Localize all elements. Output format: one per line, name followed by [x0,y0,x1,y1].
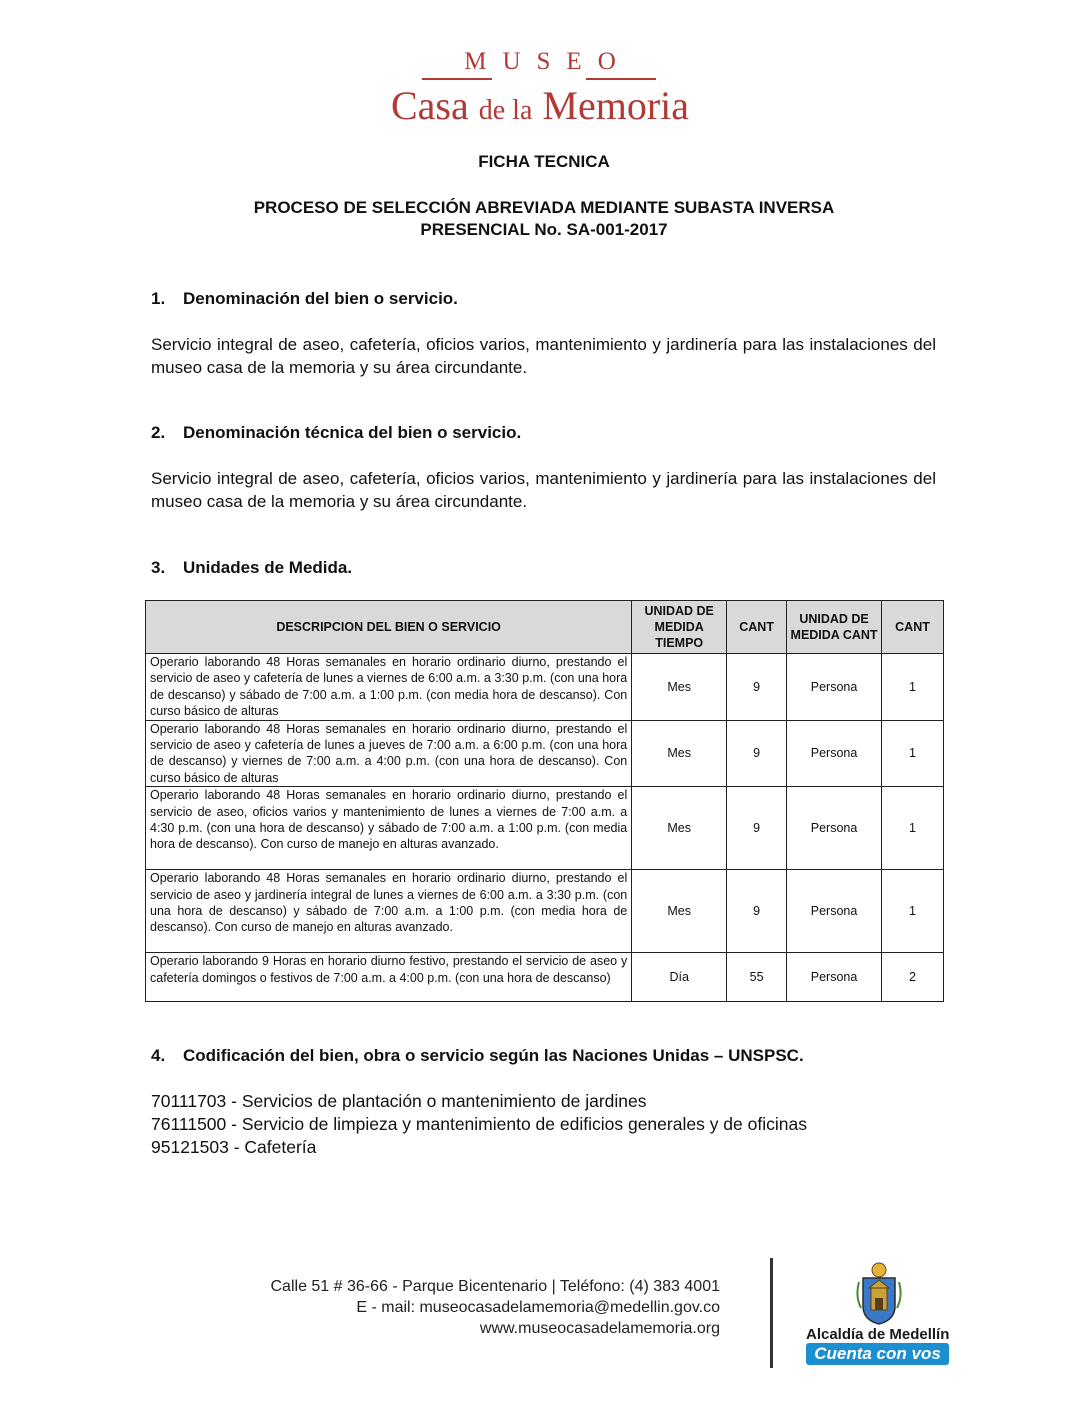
logo-rule-left [422,78,492,80]
cell-qty: 9 [727,787,787,870]
cell-qty: 9 [727,720,787,787]
subtitle-line-1: PROCESO DE SELECCIÓN ABREVIADA MEDIANTE SUBASTA INVERSA [253,198,835,217]
footer-website: www.museocasadelamemoria.org [479,1320,720,1337]
cell-qty: 9 [727,870,787,953]
cell-unit-time: Mes [632,787,727,870]
logo-name [350,82,730,129]
museum-logo [350,48,730,138]
cell-qty-2: 1 [882,787,944,870]
table-row [146,654,944,721]
table-row [146,720,944,787]
cell-unit-time: Día [632,953,727,1002]
section-1-heading [151,289,458,309]
cell-description: Operario laborando 9 Horas en horario diurno festivo, prestando el servicio de aseo y cafetería domingos o festivos de 7:00 a.m. a 4:00 p.m. (con una hora de descanso) [146,953,632,1002]
table-row [146,953,944,1002]
cell-qty-2: 2 [882,953,944,1002]
cell-qty: 9 [727,654,787,721]
cell-qty-2: 1 [882,654,944,721]
section-title: Denominación del bien o servicio. [183,289,458,308]
section-2-text: Servicio integral de aseo, cafetería, oficios varios, mantenimiento y jardinería para las instalaciones del museo casa de la memoria y su área circundante. [151,469,936,511]
logo-casa: Casa [390,83,469,128]
logo-rule-right [586,78,656,80]
cell-description: Operario laborando 48 Horas semanales en horario ordinario diurno, prestando el servicio de aseo y cafetería de lunes a viernes de 6:00 a.m. a 3:30 p.m. (con una hora de descanso) y sábado de 7:00 a.m. a 1:00 p.m. (con media hora de descanso). Con curso básico de alturas [146,654,632,721]
header-description: DESCRIPCION DEL BIEN O SERVICIO [146,601,632,654]
cell-unit-qty: Persona [787,720,882,787]
footer-email: E - mail: museocasadelamemoria@medellin.gov.co [356,1299,720,1316]
section-number: 4. [151,1046,166,1065]
section-3-heading [151,558,352,578]
cell-unit-qty: Persona [787,870,882,953]
cell-description: Operario laborando 48 Horas semanales en horario ordinario diurno, prestando el servicio de aseo y jardinería integral de lunes a viernes de 6:00 a.m. a 3:30 p.m. (con una hora de descanso) y sábado de 7:00 a.m. a 1:00 p.m. (con media hora de descanso). Con curso de manejo en alturas avanzado. [146,870,632,953]
section-title: Codificación del bien, obra o servicio según las Naciones Unidas – UNSPSC. [183,1046,804,1065]
section-title: Unidades de Medida. [183,558,353,577]
cell-unit-time: Mes [632,654,727,721]
subtitle-line-2: PRESENCIAL No. SA-001-2017 [420,220,668,239]
cell-unit-time: Mes [632,870,727,953]
footer-address: Calle 51 # 36-66 - Parque Bicentenario | Teléfono: (4) 383 4001 [270,1278,720,1295]
cell-qty-2: 1 [882,720,944,787]
list-item: 95121503 - Cafetería [151,1137,317,1157]
cell-unit-time: Mes [632,720,727,787]
list-item: 76111500 - Servicio de limpieza y mantenimiento de edificios generales y de oficinas [151,1114,807,1134]
footer-contact [150,1276,720,1339]
cell-qty-2: 1 [882,870,944,953]
document-subtitle [0,197,1088,241]
cell-description: Operario laborando 48 Horas semanales en horario ordinario diurno, prestando el servicio de aseo, oficios varios y mantenimiento de lunes a viernes de 7:00 a.m. a 4:30 p.m. (con una hora de descanso) y sábado de 7:00 a.m. a 1:00 p.m. (con media hora de descanso). Con curso de manejo en alturas avanzado. [146,787,632,870]
section-number: 2. [151,423,166,442]
table-header-row [146,601,944,654]
logo-de-la: de la [478,95,533,126]
section-2-heading [151,423,521,443]
cell-unit-qty: Persona [787,953,882,1002]
section-1-text: Servicio integral de aseo, cafetería, oficios varios, mantenimiento y jardinería para las instalaciones del museo casa de la memoria y su área circundante. [151,335,936,377]
section-number: 3. [151,558,166,577]
section-number: 1. [151,289,166,308]
table-row [146,870,944,953]
units-table [145,600,944,1002]
section-4-heading [151,1046,804,1066]
header-unit-qty: UNIDAD DE MEDIDA CANT [787,601,882,654]
list-item: 70111703 - Servicios de plantación o mantenimiento de jardines [151,1091,647,1111]
section-title: Denominación técnica del bien o servicio. [183,423,522,442]
cell-description: Operario laborando 48 Horas semanales en horario ordinario diurno, prestando el servicio de aseo y cafetería de lunes a jueves de 7:00 a.m. a 6:00 p.m. (con una hora de descanso) y viernes de 7:00 a.m. a 4:00 p.m. (con una hora de descanso). Con curso básico de alturas [146,720,632,787]
alcaldia-name: Alcaldía de Medellín [806,1326,950,1343]
cell-qty: 55 [727,953,787,1002]
header-qty-2: CANT [882,601,944,654]
document-title: FICHA TECNICA [478,152,610,171]
logo-memoria: Memoria [542,83,690,128]
cell-unit-qty: Persona [787,787,882,870]
medellin-coat-of-arms-icon [855,1262,903,1326]
unspsc-code-list [151,1090,807,1159]
cell-unit-qty: Persona [787,654,882,721]
logo-museo-text: MUSEO [464,48,632,75]
table-row [146,787,944,870]
header-qty: CANT [727,601,787,654]
header-unit-time: UNIDAD DE MEDIDA TIEMPO [632,601,727,654]
alcaldia-tagline: Cuenta con vos [806,1343,949,1365]
footer-divider [770,1258,773,1368]
